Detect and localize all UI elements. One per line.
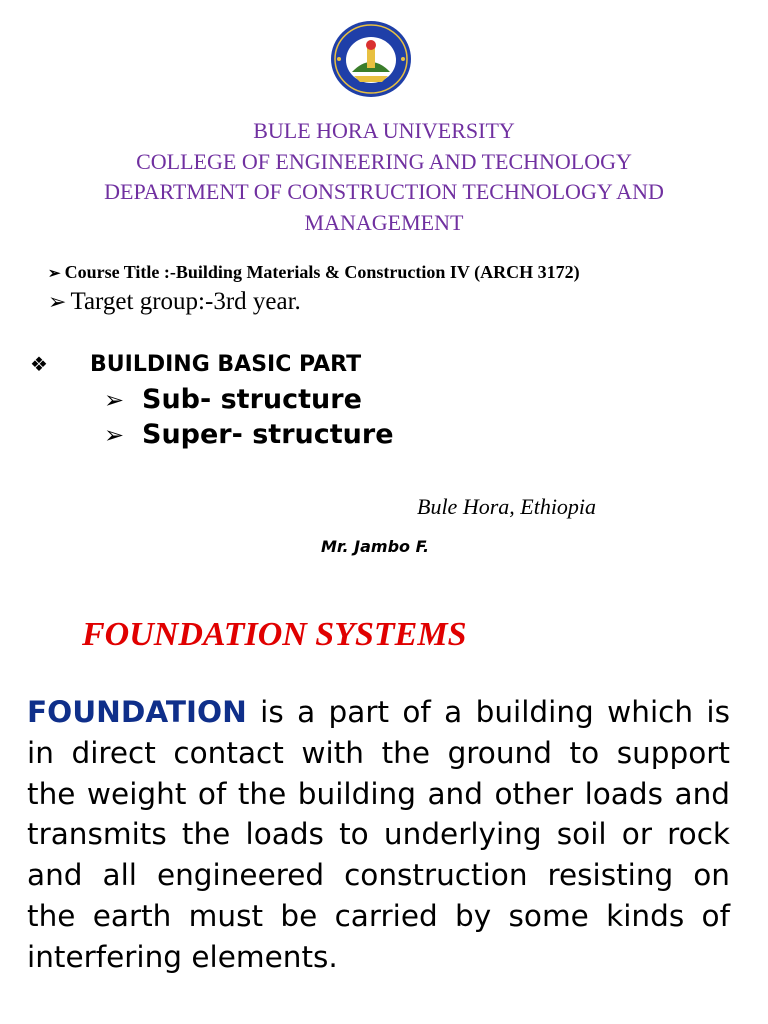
- section-heading-row: [30, 352, 361, 377]
- list-item-label: Sub- structure: [142, 384, 362, 415]
- university-name: BULE HORA UNIVERSITY: [253, 118, 515, 143]
- college-name: COLLEGE OF ENGINEERING AND TECHNOLOGY: [136, 148, 632, 174]
- institution-heading: [0, 116, 768, 238]
- diamond-bullet-icon: ❖: [30, 352, 48, 376]
- course-title-row: [48, 262, 580, 283]
- department-name-line2: MANAGEMENT: [304, 209, 464, 235]
- definition-paragraph: [27, 692, 730, 978]
- author-name: Mr. Jambo F.: [321, 537, 430, 556]
- definition-text: is a part of a building which is in direct contact with the ground to support the weight of the building and other loads and transmits the loads to underlying soil or rock and all engineered construction resisting on the earth must be carried by some kinds of interfering elements.: [27, 695, 730, 974]
- section-heading: BUILDING BASIC PART: [90, 352, 362, 377]
- target-group-row: [48, 288, 301, 316]
- list-item: [104, 419, 394, 450]
- arrow-bullet-icon: ➢: [104, 421, 125, 449]
- location-text: Bule Hora, Ethiopia: [417, 494, 597, 519]
- arrow-bullet-icon: ➢: [48, 289, 67, 314]
- target-group: Target group:-3rd year.: [70, 288, 301, 315]
- university-logo: [330, 20, 412, 98]
- course-title: Course Title :-Building Materials & Construction IV (ARCH 3172): [64, 262, 580, 282]
- defined-term: FOUNDATION: [27, 695, 247, 729]
- list-item-label: Super- structure: [142, 419, 394, 450]
- department-name-line1: DEPARTMENT OF CONSTRUCTION TECHNOLOGY AND: [104, 179, 664, 204]
- list-item: [104, 384, 362, 415]
- section-title: FOUNDATION SYSTEMS: [82, 616, 467, 653]
- arrow-bullet-icon: ➢: [104, 386, 125, 414]
- arrow-bullet-icon: ➢: [48, 266, 61, 282]
